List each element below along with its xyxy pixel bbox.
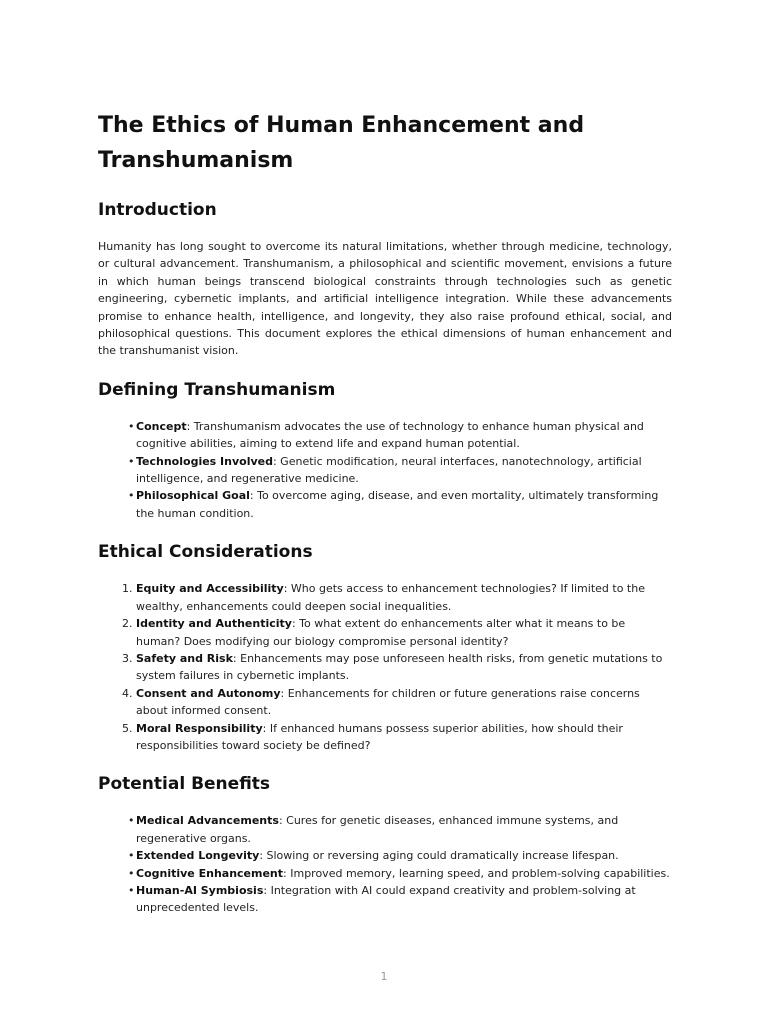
section-heading-ethical-considerations: Ethical Considerations: [98, 542, 313, 563]
potential-benefits-list: [98, 812, 672, 916]
list-item-text: : Who gets access to enhancement technologies? If limited to the wealthy, enhancements could deepen social inequalities.: [136, 582, 645, 613]
list-item-text: : If enhanced humans possess superior abilities, how should their responsibilities toward society be defined?: [136, 721, 623, 752]
list-item: [136, 865, 672, 882]
list-item-term: Safety and Risk: [136, 651, 233, 665]
list-item-term: Philosophical Goal: [136, 489, 250, 503]
list-item-term: Concept: [136, 419, 187, 433]
list-item-term: Identity and Authenticity: [136, 617, 292, 631]
list-item-term: Moral Responsibility: [136, 721, 263, 735]
list-item-term: Technologies Involved: [136, 454, 273, 468]
defining-transhumanism-list: [98, 418, 672, 522]
document-title: The Ethics of Human Enhancement and Transhumanism: [98, 113, 585, 173]
list-item-text: : To what extent do enhancements alter what it means to be human? Does modifying our biology compromise personal identity?: [136, 617, 626, 648]
page-number: 1: [380, 970, 388, 983]
list-item-text: : Improved memory, learning speed, and problem-solving capabilities.: [283, 866, 670, 880]
list-item: [136, 615, 672, 650]
list-item: [136, 847, 672, 864]
list-item-text: : Transhumanism advocates the use of technology to enhance human physical and cognitive abilities, aiming to extend life and expand human potential.: [136, 419, 644, 451]
list-item: [136, 580, 672, 615]
list-item: [136, 685, 672, 720]
list-item-text: : Enhancements for children or future generations raise concerns about informed consent.: [136, 686, 640, 718]
section-heading-introduction: Introduction: [98, 200, 217, 220]
list-item-text: : To overcome aging, disease, and even mortality, ultimately transforming the human condition.: [136, 489, 659, 520]
list-item: [136, 453, 672, 488]
list-item-term: Medical Advancements: [136, 814, 279, 828]
list-item-text: : Enhancements may pose unforeseen health risks, from genetic mutations to system failures in cybernetic implants.: [136, 651, 663, 683]
list-item-term: Cognitive Enhancement: [136, 866, 284, 880]
list-item-term: Extended Longevity: [136, 849, 260, 863]
list-item-text: : Cures for genetic diseases, enhanced immune systems, and regenerative organs.: [136, 814, 619, 845]
list-item: [136, 418, 672, 453]
list-item: [136, 650, 672, 685]
list-item: [136, 882, 672, 917]
list-item-text: : Slowing or reversing aging could dramatically increase lifespan.: [259, 849, 619, 863]
list-item: [136, 812, 672, 847]
ethical-considerations-list: [98, 580, 672, 754]
list-item-term: Human-AI Symbiosis: [136, 883, 264, 897]
list-item: [136, 487, 672, 522]
list-item-term: Consent and Autonomy: [136, 686, 281, 700]
list-item-text: : Genetic modification, neural interfaces, nanotechnology, artificial intelligence, and regenerative medicine.: [136, 454, 642, 486]
list-item-text: : Integration with AI could expand creativity and problem-solving at unprecedented levels.: [136, 883, 636, 915]
introduction-paragraph: Humanity has long sought to overcome its natural limitations, whether through medicine, technology, or cultural advancement. Transhumanism, a philosophical and scientific movement, envisions a future in which human beings transcend biological constraints through technologies such as genetic engineering, cybernetic implants, and artificial intelligence integration. While these advancements promise to enhance health, intelligence, and longevity, they also raise profound ethical, social, and philosophical questions. This document explores the ethical dimensions of human enhancement and the transhumanist vision.: [98, 240, 672, 358]
list-item: [136, 720, 672, 755]
document-page: [98, 108, 672, 935]
list-item-term: Equity and Accessibility: [136, 582, 284, 596]
section-heading-potential-benefits: Potential Benefits: [98, 774, 271, 795]
section-heading-defining-transhumanism: Defining Transhumanism: [98, 379, 336, 400]
